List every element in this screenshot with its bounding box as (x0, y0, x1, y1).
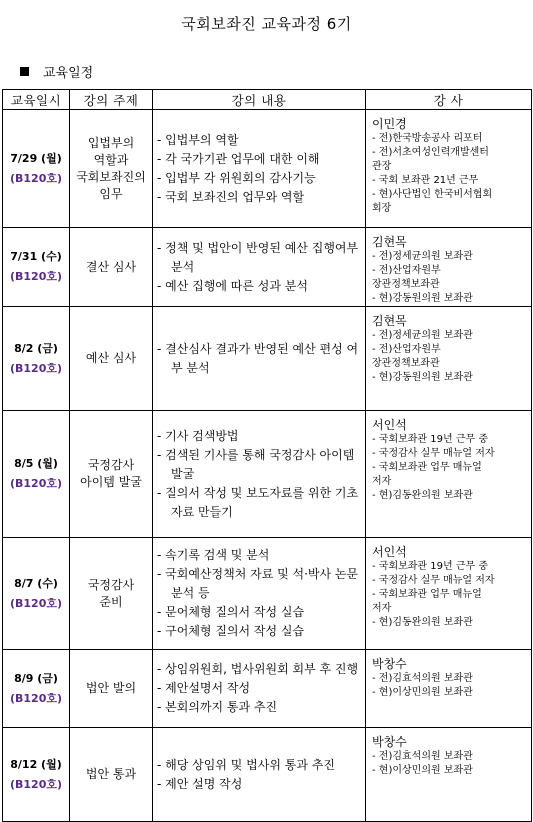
lecturer-name: 김현목 (372, 235, 407, 249)
date-text: 8/12 (월) (10, 757, 62, 771)
content-cell (153, 538, 366, 650)
content-item: - 제안 설명 작성 (157, 775, 365, 794)
lecturer-name: 박창수 (372, 657, 407, 671)
content-item: - 구어체형 질의서 작성 실습 (157, 622, 365, 641)
topic-cell (70, 728, 153, 822)
lecturer-detail: 회장 (372, 203, 392, 214)
header-content: 강의 내용 (153, 90, 366, 110)
lecturer-name: 서인석 (372, 545, 407, 559)
lecturer-detail: - 현)이상민의원 보좌관 (372, 687, 473, 698)
table-header-row (3, 90, 532, 110)
room-text: (B120호) (9, 477, 63, 490)
topic-line: 국정감사 (87, 577, 135, 592)
lecturer-cell (366, 307, 532, 411)
table-row (3, 307, 532, 411)
topic-line: 준비 (99, 594, 123, 609)
lecturer-detail: - 국회보좌관 19년 근무 중 (372, 434, 488, 445)
lecturer-detail: - 현)사단법인 한국비서협회 (372, 189, 493, 200)
content-cell (153, 110, 366, 228)
topic-cell (70, 110, 153, 228)
content-item: - 입법부 각 위원회의 감사기능 (157, 169, 365, 188)
topic-line: 결산 심사 (85, 259, 137, 274)
content-item: - 결산심사 결과가 반영된 예산 편성 여부 분석 (157, 340, 365, 378)
topic-cell (70, 538, 153, 650)
content-item: - 입법부의 역할 (157, 131, 365, 150)
lecturer-detail: - 전)한국방송공사 리포터 (372, 133, 483, 144)
lecturer-cell (366, 411, 532, 538)
table-row (3, 538, 532, 650)
content-item: - 기사 검색방법 (157, 427, 365, 446)
lecturer-cell (366, 110, 532, 228)
topic-line: 국회보좌진의 (76, 169, 146, 184)
content-item: - 검색된 기사를 통해 국정감사 아이템 발굴 (157, 446, 365, 484)
lecturer-detail: - 전)산업자원부 (372, 265, 441, 276)
table-row (3, 411, 532, 538)
topic-line: 역할과 (93, 152, 129, 167)
header-date: 교육일시 (3, 90, 70, 110)
lecturer-detail: - 국정감사 실무 매뉴얼 저자 (372, 448, 495, 459)
lecturer-detail: - 현)강동원의원 보좌관 (372, 293, 473, 304)
date-text: 7/31 (수) (10, 250, 62, 263)
room-text: (B120호) (9, 691, 63, 705)
lecturer-detail: - 국회보좌관 업무 매뉴얼 (372, 589, 482, 600)
lecturer-detail: - 전)정세균의원 보좌관 (372, 330, 473, 341)
table-row (3, 728, 532, 822)
content-cell (153, 728, 366, 822)
date-text: 7/29 (월) (10, 151, 62, 165)
lecturer-cell (366, 538, 532, 650)
content-item: - 예산 집행에 따른 성과 분석 (157, 277, 365, 296)
lecturer-name: 박창수 (372, 735, 407, 749)
lecturer-detail: 장관정책보좌관 (372, 279, 440, 290)
lecturer-detail: - 전)서초여성인력개발센터 (372, 147, 489, 158)
content-item: - 국회예산정책처 자료 및 석·박사 논문분석 등 (157, 565, 365, 603)
lecturer-detail: - 국회보좌관 19년 근무 중 (372, 561, 488, 572)
schedule-table (2, 89, 532, 822)
date-cell (3, 728, 70, 822)
topic-cell (70, 411, 153, 538)
page-title: 국회보좌진 교육과정 6기 (181, 15, 352, 33)
content-item: - 정책 및 법안이 반영된 예산 집행여부 분석 (157, 239, 365, 277)
topic-line: 예산 심사 (85, 351, 137, 365)
lecturer-detail: - 전)김효석의원 보좌관 (372, 673, 473, 684)
date-cell (3, 228, 70, 307)
date-cell (3, 307, 70, 411)
topic-line: 아이템 발굴 (80, 475, 142, 489)
table-row (3, 650, 532, 728)
lecturer-detail: - 국정감사 실무 매뉴얼 저자 (372, 575, 495, 586)
lecturer-detail: - 국회 보좌관 21년 근무 (372, 175, 479, 186)
lecturer-name: 서인석 (372, 418, 407, 432)
date-cell (3, 650, 70, 728)
lecturer-detail: - 현)김동완의원 보좌관 (372, 490, 473, 501)
table-row (3, 228, 532, 307)
content-cell (153, 228, 366, 307)
content-item: - 질의서 작성 및 보도자료를 위한 기초자료 만들기 (157, 484, 365, 522)
content-item: - 상임위원회, 법사위원회 회부 후 진행 (157, 660, 365, 679)
date-text: 8/2 (금) (14, 341, 58, 355)
content-item: - 본회의까지 통과 추진 (157, 698, 365, 717)
date-cell (3, 411, 70, 538)
room-text: (B120호) (9, 171, 63, 185)
topic-line: 국정감사 (87, 458, 135, 472)
square-bullet-icon (20, 67, 29, 76)
date-text: 8/7 (수) (14, 576, 58, 590)
lecturer-detail: - 전)산업자원부 (372, 344, 441, 355)
section-heading (20, 62, 93, 81)
lecturer-detail: - 국회보좌관 업무 매뉴얼 (372, 462, 482, 473)
room-text: (B120호) (9, 270, 63, 283)
lecturer-detail: - 현)강동원의원 보좌관 (372, 372, 473, 383)
content-cell (153, 650, 366, 728)
lecturer-detail: - 전)정세균의원 보좌관 (372, 251, 473, 262)
topic-cell (70, 228, 153, 307)
lecturer-detail: - 현)김동완의원 보좌관 (372, 617, 473, 628)
content-item: - 제안설명서 작성 (157, 679, 365, 698)
content-cell (153, 307, 366, 411)
lecturer-cell (366, 228, 532, 307)
date-text: 8/9 (금) (14, 671, 58, 685)
table-row (3, 110, 532, 228)
lecturer-cell (366, 650, 532, 728)
lecturer-cell (366, 728, 532, 822)
room-text: (B120호) (9, 596, 63, 610)
topic-cell (70, 307, 153, 411)
date-cell (3, 538, 70, 650)
topic-cell (70, 650, 153, 728)
content-item: - 속기록 검색 및 분석 (157, 546, 365, 565)
topic-line: 법안 발의 (85, 681, 137, 695)
lecturer-detail: 저자 (372, 476, 392, 487)
lecturer-detail: - 전)김효석의원 보좌관 (372, 751, 473, 762)
room-text: (B120호) (9, 361, 63, 375)
lecturer-detail: 저자 (372, 603, 392, 614)
lecturer-detail: - 현)이상민의원 보좌관 (372, 765, 473, 776)
topic-line: 법안 통과 (85, 767, 137, 781)
header-topic: 강의 주제 (70, 90, 153, 110)
topic-line: 입법부의 (87, 135, 135, 150)
header-lecturer: 강 사 (366, 90, 532, 110)
lecturer-detail: 관장 (372, 161, 392, 172)
topic-line: 임무 (99, 186, 123, 201)
section-label: 교육일정 (43, 66, 94, 81)
date-text: 8/5 (월) (14, 457, 58, 470)
room-text: (B120호) (9, 777, 63, 791)
content-item: - 해당 상임위 및 법사위 통과 추진 (157, 756, 365, 775)
content-item: - 문어체형 질의서 작성 실습 (157, 603, 365, 622)
lecturer-detail: 장관정책보좌관 (372, 358, 440, 369)
content-cell (153, 411, 366, 538)
content-item: - 각 국가기관 업무에 대한 이해 (157, 150, 365, 169)
content-item: - 국회 보좌진의 업무와 역할 (157, 188, 365, 207)
lecturer-name: 이민경 (372, 117, 407, 131)
date-cell (3, 110, 70, 228)
lecturer-name: 김현목 (372, 314, 407, 328)
